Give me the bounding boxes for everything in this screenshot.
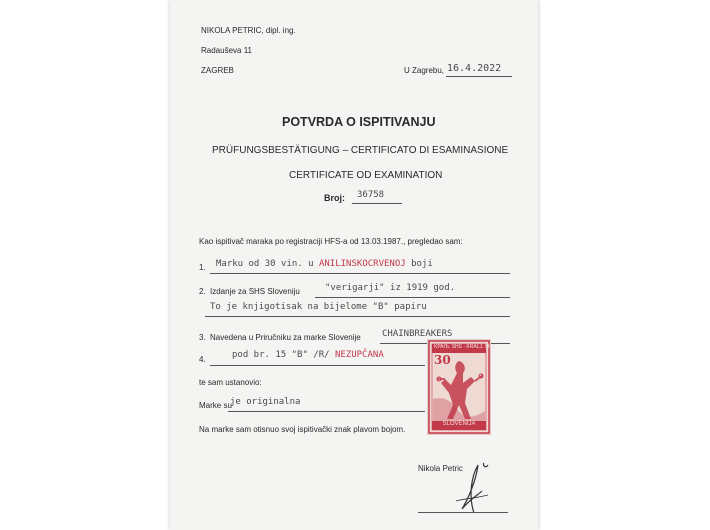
handwritten-signature: [448, 455, 496, 515]
issuer-city: ZAGREB: [201, 66, 234, 75]
item-1-typed-b: boji: [411, 259, 433, 269]
certificate-subtitle-en: CERTIFICATE OD EXAMINATION: [289, 170, 443, 181]
certificate-number: 36758: [357, 190, 385, 200]
postage-stamp: [427, 339, 496, 435]
item-2-number: 2.: [199, 287, 206, 296]
item-3-typed: CHAINBREAKERS: [382, 329, 453, 339]
item-4-typed-text: [232, 350, 384, 360]
signature-line: [418, 512, 508, 513]
item-1-typed-a: Marku od 30 vin. u: [216, 259, 314, 269]
item-1-line: [210, 273, 510, 274]
marke-result: je originalna: [230, 397, 301, 407]
marke-label: Marke su: [199, 401, 232, 410]
date-line: [446, 76, 512, 77]
closing-text: Na marke sam otisnuo svoj ispitivački znak plavom bojom.: [199, 425, 406, 434]
item-4-typed-a: pod br. 15 "B" /R/: [232, 350, 330, 360]
item-2-typed: "verigarji" iz 1919 god.: [325, 283, 456, 293]
stamp-value: 30: [434, 353, 451, 367]
stamp-top-text: KPAЉ. SHS · KRALJ. SHS: [434, 344, 496, 350]
item-4-typed-perf: NEZUPČANA: [334, 350, 384, 360]
number-label: Broj:: [324, 193, 345, 203]
issuer-name: NIKOLA PETRIC, dipl. ing.: [201, 26, 296, 35]
item-1-number: 1.: [199, 263, 206, 272]
intro-text: Kao ispitivač maraka po registraciji HFS-a od 13.03.1987., pregledao sam:: [199, 237, 463, 246]
item-3-label: Navedena u Priručniku za marke Slovenije: [210, 333, 361, 342]
item-2-line: [315, 297, 510, 298]
signatory-name: Nikola Petric: [418, 464, 463, 473]
item-2-label: Izdanje za SHS Sloveniju: [210, 287, 300, 296]
issuer-street: Radauševa 11: [201, 46, 252, 55]
number-line: [352, 203, 402, 204]
item-3-number: 3.: [199, 333, 206, 342]
item-4-number: 4.: [199, 355, 206, 364]
item-1-typed-text: [216, 259, 433, 269]
item-4-line: [210, 365, 425, 366]
certificate-subtitle-de-it: PRÜFUNGSBESTÄTIGUNG – CERTIFICATO DI ESAMINASIONE: [212, 145, 509, 156]
issue-date: 16.4.2022: [447, 63, 502, 74]
marke-line: [228, 411, 425, 412]
item-1-typed-color: ANILINSKOCRVENOJ: [318, 259, 406, 269]
stamp-bottom-text: SLOVENIJA: [442, 421, 476, 427]
place-label: U Zagrebu,: [404, 66, 445, 75]
certificate-title: POTVRDA O ISPITIVANJU: [282, 115, 436, 129]
item-2-typed-continued: To je knjigotisak na bijelome "B" papiru: [210, 302, 427, 312]
item-2-line-2: [205, 316, 510, 317]
established-label: te sam ustanovio:: [199, 378, 262, 387]
